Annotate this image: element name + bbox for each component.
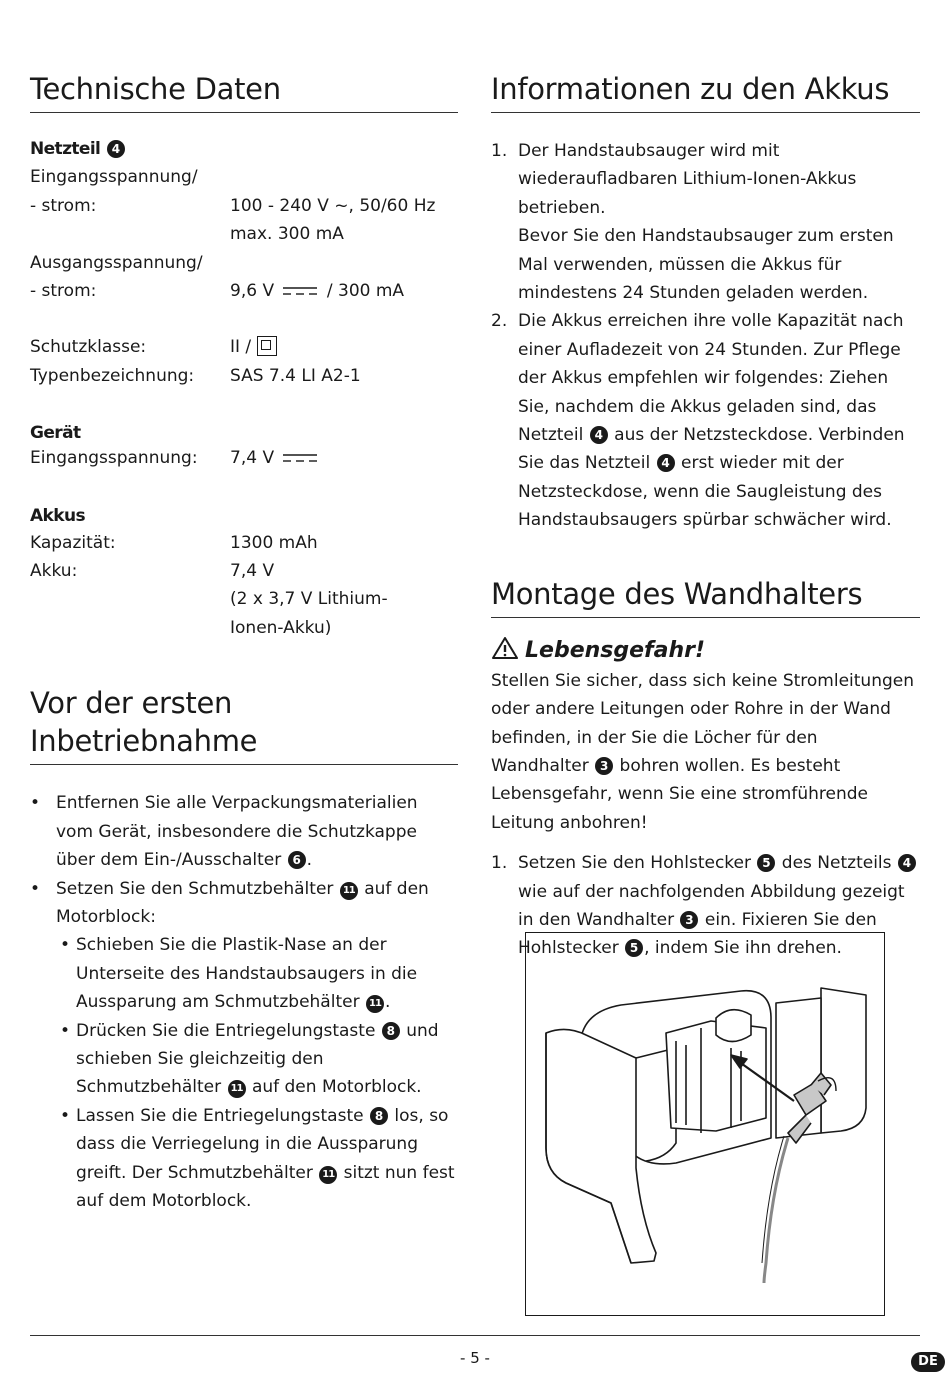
sub-list-item: • Schieben Sie die Plastik-Nase an der Unterseite des Handstaubsaugers in die Aussparung am Schmutzbehälter 11 .: [30, 931, 458, 1016]
part-badge: 5: [757, 854, 775, 872]
list-item: • Setzen Sie den Schmutzbehälter 11 auf den Motorblock:: [30, 875, 458, 932]
typ-value: SAS 7.4 LI A2-1: [230, 365, 361, 386]
part-badge: 5: [625, 939, 643, 957]
part-badge: 11: [319, 1166, 337, 1184]
section-title-akkus: Informationen zu den Akkus: [491, 70, 920, 113]
input-label-line2: - strom:: [30, 195, 97, 216]
warning-text: Stellen Sie sicher, dass sich keine Stromleitungen oder andere Leitungen oder Rohre in der Wand befinden, in der Sie die Löcher für den Wandhalter 3 bohren wollen. Es besteht Lebensgefahr, wenn Sie eine stromführende Leitung anbohren!: [491, 670, 914, 833]
schutzklasse-value: II /: [230, 337, 252, 358]
list-item: 1. Der Handstaubsauger wird mit wiederaufladbaren Lithium-Ionen-Akkus betrieben. Bevor Sie den Handstaubsauger zum ersten Mal verwenden, müssen die Akkus für mindestens 24 Stunden geladen werden.: [491, 141, 894, 304]
akku-value-line3: Ionen-Akku): [230, 617, 332, 638]
output-row: [30, 277, 458, 305]
input-row: [30, 192, 458, 249]
kapazitaet-label: Kapazität:: [30, 532, 116, 553]
dc-symbol-icon: [283, 286, 317, 296]
output-label-line1: Ausgangsspannung/: [30, 252, 203, 273]
output-label-line2: - strom:: [30, 281, 97, 302]
output-voltage: 9,6 V: [230, 281, 275, 302]
section-title-montage: Montage des Wandhalters: [491, 575, 920, 618]
warning-triangle-icon: [491, 636, 519, 660]
wall-mount-illustration: [525, 932, 885, 1316]
typ-row: [30, 362, 458, 390]
geraet-input-label: Eingangsspannung:: [30, 448, 198, 469]
input-value-line2: max. 300 mA: [230, 224, 344, 245]
geraet-row: [30, 444, 458, 472]
right-column: [491, 70, 920, 963]
list-item: • Entfernen Sie alle Verpackungsmaterialien vom Gerät, insbesondere die Schutzkappe über dem Ein-/Ausschalter 6 .: [30, 789, 458, 874]
akku-row: [30, 557, 458, 642]
part-badge: 8: [382, 1022, 400, 1040]
part-badge: 8: [370, 1107, 388, 1125]
akku-label: Akku:: [30, 561, 78, 582]
part-badge: 6: [288, 851, 306, 869]
inbetriebnahme-list: [30, 789, 458, 1215]
part-badge: 3: [680, 911, 698, 929]
akku-value-line1: 7,4 V: [230, 561, 275, 582]
geraet-block: [30, 422, 458, 472]
part-badge: 4: [590, 426, 608, 444]
dc-symbol-icon: [283, 453, 317, 463]
section-title-inbetriebnahme: Vor der ersten Inbetriebnahme: [30, 684, 458, 765]
list-item: 2. Die Akkus erreichen ihre volle Kapazität nach einer Aufladezeit von 24 Stunden. Zur Pflege der Akkus empfehlen wir folgendes: Ziehen Sie, nachdem die Akkus geladen sind, das Netzteil 4 aus der Netzsteckdose. Verbinden Sie das Netzteil 4 erst wieder mit der Netzsteckdose, wenn die Saugleistung des Handstaubsaugers spürbar schwächer wird.: [491, 311, 905, 531]
geraet-heading: Gerät: [30, 423, 81, 444]
warning-heading: Lebensgefahr!: [491, 635, 920, 667]
input-value-line1: 100 - 240 V ~, 50/60 Hz: [230, 195, 436, 216]
geraet-input-value: 7,4 V: [230, 448, 275, 469]
section-title-technische-daten: Technische Daten: [30, 70, 458, 113]
schutzklasse-row: [30, 333, 458, 361]
sub-list-item: • Drücken Sie die Entriegelungstaste 8 und schieben Sie gleichzeitig den Schmutzbehälter 11 auf den Motorblock.: [30, 1017, 458, 1102]
output-current: / 300 mA: [326, 281, 405, 302]
akku-info-list: [491, 137, 920, 535]
schutzklasse-label: Schutzklasse:: [30, 337, 147, 358]
list-item: 1. Setzen Sie den Hohlstecker 5 des Netzteils 4 wie auf der nachfolgenden Abbildung gezeigt in den Wandhalter 3 ein. Fixieren Sie den Hohlstecker 5 , indem Sie ihn drehen.: [491, 849, 920, 963]
part-badge: 4: [657, 454, 675, 472]
akkus-heading: Akkus: [30, 505, 85, 526]
netzteil-heading: Netzteil 4: [30, 135, 458, 163]
typ-label: Typenbezeichnung:: [30, 365, 195, 386]
sub-list-item: • Lassen Sie die Entriegelungstaste 8 los, so dass die Verriegelung in die Aussparung greift. Der Schmutzbehälter 11 sitzt nun fest auf dem Motorblock.: [30, 1102, 458, 1216]
page-number: - 5 -: [460, 1349, 490, 1367]
part-badge: 11: [228, 1080, 246, 1098]
footer-divider: [30, 1335, 920, 1336]
protection-class-icon: [257, 336, 277, 356]
part-badge: 4: [898, 854, 916, 872]
language-badge: DE: [911, 1352, 945, 1372]
akku-value-line2: (2 x 3,7 V Lithium-: [230, 589, 388, 610]
left-column: [30, 70, 458, 1215]
kapazitaet-row: [30, 529, 458, 557]
kapazitaet-value: 1300 mAh: [230, 532, 318, 553]
input-label-line1: Eingangsspannung/: [30, 167, 198, 188]
part-badge: 4: [107, 140, 125, 158]
netzteil-block: [30, 135, 458, 390]
part-badge: 11: [340, 882, 358, 900]
akkus-block: [30, 503, 458, 643]
part-badge: 3: [595, 757, 613, 775]
wall-mount-drawing: [526, 933, 883, 1314]
part-badge: 11: [366, 995, 384, 1013]
